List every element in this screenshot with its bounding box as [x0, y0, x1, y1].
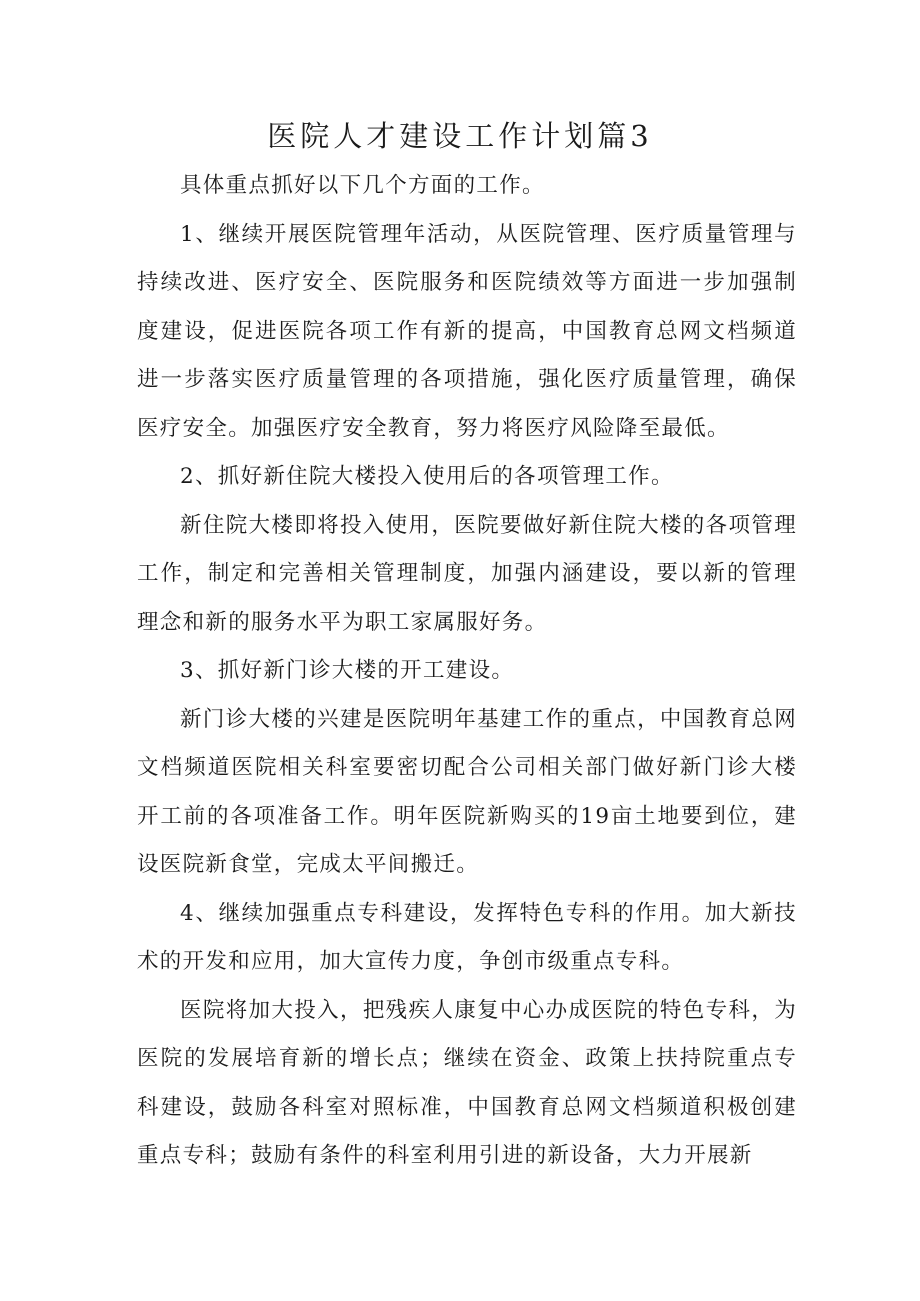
paragraph-item-2: 2、抓好新住院大楼投入使用后的各项管理工作。 — [180, 464, 674, 489]
paragraph-item-1: 1、继续开展医院管理年活动，从医院管理、医疗质量管理与持续改进、医疗安全、医院服务和医院绩效等方面进一步加强制度建设，促进医院各项工作有新的提高，中国教育总网文档频道进一步落实医疗质量管理的各项措施，强化医疗质量管理，确保医疗安全。加强医疗安全教育，努力将医疗风险降至最低。 — [137, 221, 797, 441]
paragraph-item-3-detail: 新门诊大楼的兴建是医院明年基建工作的重点，中国教育总网文档频道医院相关科室要密切配合公司相关部门做好新门诊大楼开工前的各项准备工作。明年医院新购买的19亩土地要到位，建设医院新食堂，完成太平间搬迁。 — [137, 706, 797, 877]
paragraph-item-2-detail: 新住院大楼即将投入使用，医院要做好新住院大楼的各项管理工作，制定和完善相关管理制度，加强内涵建设，要以新的管理理念和新的服务水平为职工家属服好务。 — [137, 512, 797, 635]
paragraph-item-4-detail: 医院将加大投入，把残疾人康复中心办成医院的特色专科，为医院的发展培育新的增长点；继续在资金、政策上扶持院重点专科建设，鼓励各科室对照标准，中国教育总网文档频道积极创建重点专科；鼓励有条件的科室利用引进的新设备，大力开展新 — [137, 997, 797, 1168]
document-title: 医院人才建设工作计划篇3 — [267, 119, 653, 153]
paragraph-intro: 具体重点抓好以下几个方面的工作。 — [180, 173, 545, 198]
paragraph-item-3: 3、抓好新门诊大楼的开工建设。 — [180, 658, 515, 683]
document-body — [137, 162, 797, 1181]
paragraph-item-4: 4、继续加强重点专科建设，发挥特色专科的作用。加大新技术的开发和应用，加大宣传力度，争创市级重点专科。 — [137, 900, 797, 974]
